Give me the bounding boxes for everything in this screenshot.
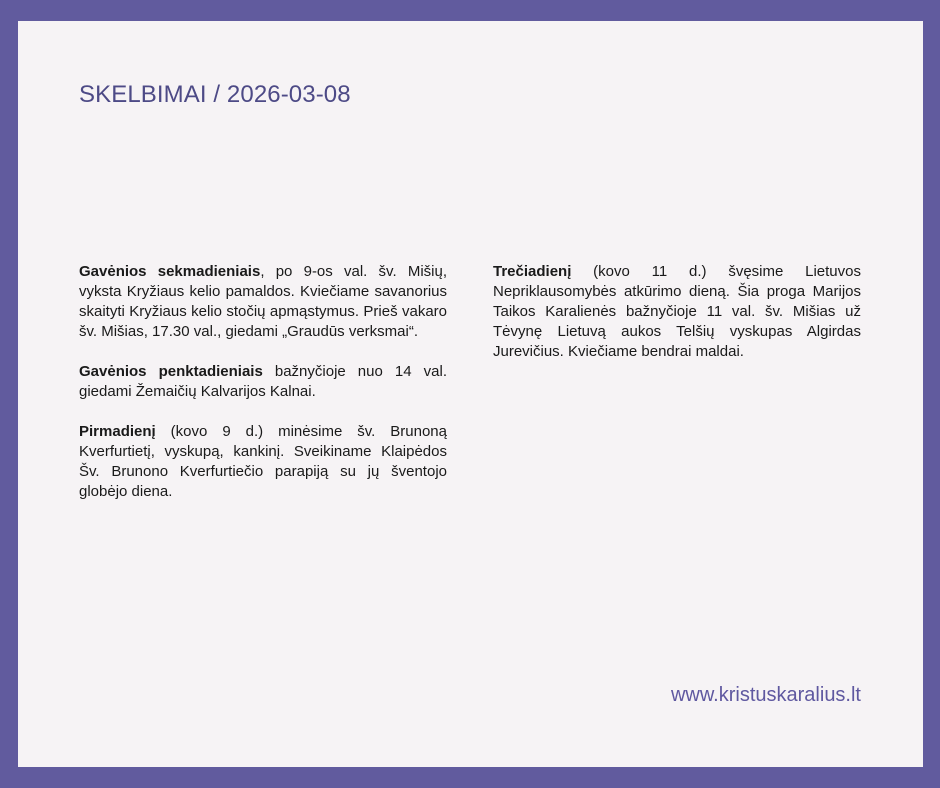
announcement-text: , po 9-os val. šv. Mišių, vyksta Kryžiaus kelio pamaldos. Kviečiame savanorius skaityti Kryžiaus kelio stočių apmąstymus. Prieš vakaro šv. Mišias, 17.30 val., giedami „Graudūs verksmai“. bbox=[79, 263, 447, 340]
announcement-paragraph bbox=[79, 262, 447, 342]
website-link[interactable]: www.kristuskaralius.lt bbox=[670, 684, 861, 706]
announcement-lead: Trečiadienį bbox=[493, 263, 572, 280]
announcement-text: (kovo 11 d.) švęsime Lietuvos Nepriklausomybės atkūrimo dieną. Šia proga Marijos Taikos Karalienės bažnyčioje 11 val. šv. Mišias už Tėvynę Lietuvą aukos Telšių vyskupas Algirdas Jurevičius. Kviečiame bendrai maldai. bbox=[493, 263, 861, 360]
left-column bbox=[79, 262, 447, 522]
announcement-lead: Gavėnios penktadieniais bbox=[79, 363, 263, 380]
announcement-lead: Pirmadienį bbox=[79, 423, 156, 440]
announcement-text: bažnyčioje nuo 14 val. giedami Žemaičių Kalvarijos Kalnai. bbox=[79, 363, 447, 400]
page-title: SKELBIMAI / 2026-03-08 bbox=[79, 81, 351, 108]
announcement-card bbox=[18, 21, 923, 767]
announcement-text: (kovo 9 d.) minėsime šv. Brunoną Kverfurtietį, vyskupą, kankinį. Sveikiname Klaipėdos Šv. Brunono Kverfurtiečio parapiją su jų šventojo globėjo diena. bbox=[79, 423, 447, 500]
announcement-paragraph bbox=[79, 422, 447, 502]
announcement-paragraph bbox=[79, 362, 447, 402]
announcement-paragraph bbox=[493, 262, 861, 362]
right-column bbox=[493, 262, 861, 382]
announcement-lead: Gavėnios sekmadieniais bbox=[79, 263, 261, 280]
